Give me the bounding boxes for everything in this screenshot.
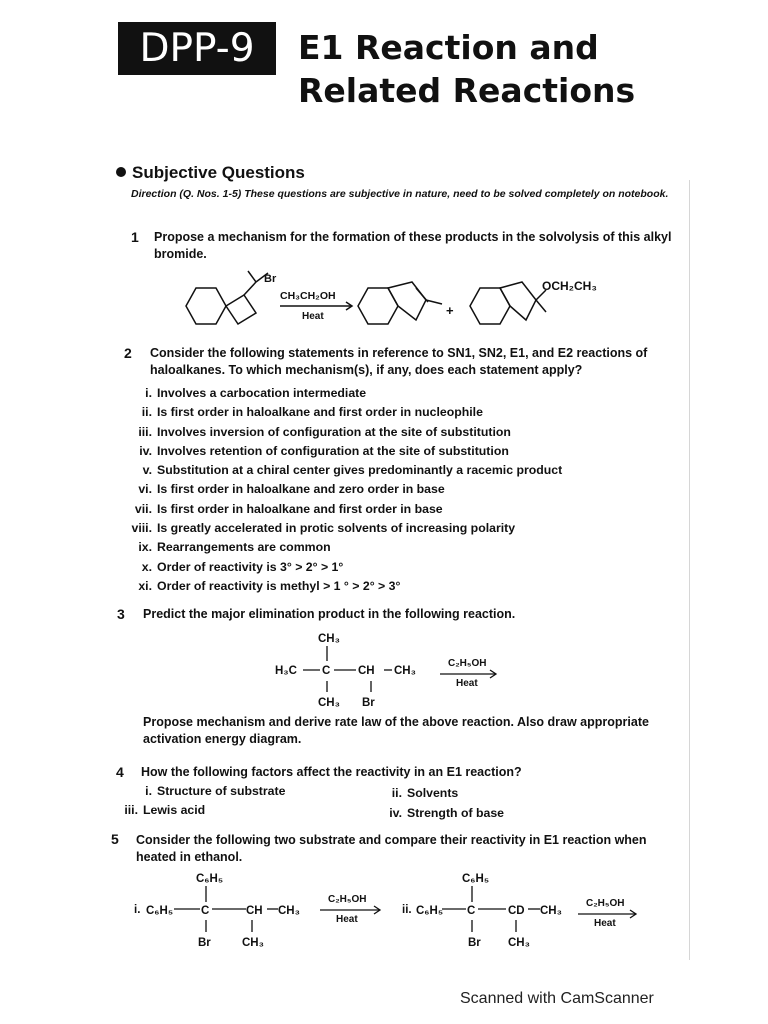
q5-i-top: C₆H₅ — [196, 873, 224, 885]
q4-item-1: i. Structure of substrate — [145, 784, 286, 798]
dpp-badge: DPP-9 — [118, 22, 276, 75]
q3-reagent: C₂H₅OH — [448, 658, 487, 669]
question-2-list — [122, 384, 682, 596]
q5-ii-carbon: C — [467, 905, 476, 917]
q5-ii-reagent: C₂H₅OH — [586, 898, 625, 909]
question-5-substrates-diagram — [132, 866, 652, 950]
q5-i-label: i. — [134, 904, 141, 916]
q3-condition: Heat — [456, 678, 478, 689]
q5-ii-bottom-methyl: CH₃ — [508, 937, 530, 949]
direction-label: Direction — [131, 188, 177, 200]
page-title-line1: E1 Reaction and — [298, 28, 599, 67]
q5-i-carbon: C — [201, 905, 210, 917]
direction-note — [131, 188, 671, 201]
q5-ii-left: C₆H₅ — [416, 905, 444, 917]
page-title-line2: Related Reactions — [298, 71, 636, 110]
q4-item-2: ii. Solvents — [391, 786, 459, 800]
direction-text: (Q. Nos. 1-5) These questions are subjective in nature, need to be solved completely on notebook. — [176, 188, 669, 200]
question-1-reaction-diagram — [180, 268, 620, 346]
q3-right-group: CH₃ — [394, 665, 416, 677]
q2-item: ii. Is first order in haloalkane and first order in nucleophile — [141, 405, 483, 420]
q3-bottom-methyl: CH₃ — [318, 697, 340, 709]
page-margin-line — [689, 180, 690, 960]
q5-i-right: CH₃ — [278, 905, 300, 917]
q1-product2-group: OCH₂CH₃ — [542, 279, 597, 293]
q1-condition: Heat — [302, 311, 324, 322]
q5-ii-mid: CD — [508, 905, 525, 917]
q5-ii-condition: Heat — [594, 918, 616, 929]
q2-item: iii. Involves inversion of configuration at the site of substitution — [138, 424, 511, 439]
q5-ii-top: C₆H₅ — [462, 873, 490, 885]
reactant-square — [226, 295, 256, 324]
question-1-number: 1 — [131, 229, 139, 245]
q5-ii-label: ii. — [402, 904, 412, 916]
q5-i-left: C₆H₅ — [146, 905, 174, 917]
q1-reagent: CH₃CH₂OH — [280, 290, 336, 302]
q2-item: viii. Is greatly accelerated in protic solvents of increasing polarity — [131, 521, 516, 536]
reactant-hexagon — [186, 288, 226, 324]
q2-item: v. Substitution at a chiral center gives predominantly a racemic product — [142, 463, 563, 478]
q5-ii-bottom-bromine: Br — [468, 937, 481, 949]
q2-item: xi. Order of reactivity is methyl > 1 ° > 2° > 3° — [138, 578, 401, 593]
question-5-text: Consider the following two substrate and compare their reactivity in E1 reaction when heated in ethanol. — [136, 833, 647, 864]
q2-item: i. Involves a carbocation intermediate — [145, 386, 367, 400]
q2-item: ix. Rearrangements are common — [138, 540, 331, 555]
question-5-number: 5 — [111, 831, 119, 847]
question-3-reaction-diagram — [270, 626, 510, 712]
q5-i-bottom-bromine: Br — [198, 937, 211, 949]
q2-item: vi. Is first order in haloalkane and zero order in base — [138, 482, 445, 497]
question-4-text: How the following factors affect the reactivity in an E1 reaction? — [141, 765, 522, 779]
q3-central-carbon: C — [322, 665, 331, 677]
q5-i-reagent: C₂H₅OH — [328, 894, 367, 905]
product1-hexagon — [358, 288, 398, 324]
question-3-followup: Propose mechanism and derive rate law of the above reaction. Also draw appropriate activation energy diagram. — [143, 715, 649, 746]
product2-hexagon — [470, 288, 510, 324]
question-3-text: Predict the major elimination product in the following reaction. — [143, 607, 516, 621]
scanner-watermark: Scanned with CamScanner — [460, 990, 654, 1007]
q5-i-mid: CH — [246, 905, 263, 917]
q3-left-group: H₃C — [275, 665, 297, 677]
q1-plus: + — [446, 303, 454, 318]
q4-item-3: iii. Lewis acid — [124, 803, 206, 817]
question-2-text: Consider the following statements in reference to SN1, SN2, E1, and E2 reactions of haloalkanes. To which mechanism(s), if any, does each statement apply? — [150, 346, 648, 377]
question-4-number: 4 — [116, 764, 124, 780]
q3-bottom-bromine: Br — [362, 697, 375, 709]
question-2-number: 2 — [124, 345, 132, 361]
question-3-number: 3 — [117, 606, 125, 622]
question-1-text: Propose a mechanism for the formation of these products in the solvolysis of this alkyl bromide. — [154, 230, 672, 261]
q2-item: iv. Involves retention of configuration at the site of substitution — [139, 443, 509, 458]
q3-mid-group: CH — [358, 665, 375, 677]
q1-substituent: Br — [264, 273, 277, 285]
q5-i-condition: Heat — [336, 914, 358, 925]
q4-item-4: iv. Strength of base — [389, 806, 505, 820]
section-heading: Subjective Questions — [116, 163, 305, 183]
q5-i-bottom-methyl: CH₃ — [242, 937, 264, 949]
q3-top-group: CH₃ — [318, 633, 340, 645]
q2-item: x. Order of reactivity is 3° > 2° > 1° — [141, 559, 344, 574]
bullet-icon — [116, 167, 126, 177]
q5-ii-right: CH₃ — [540, 905, 562, 917]
q2-item: vii. Is first order in haloalkane and first order in base — [134, 501, 443, 516]
